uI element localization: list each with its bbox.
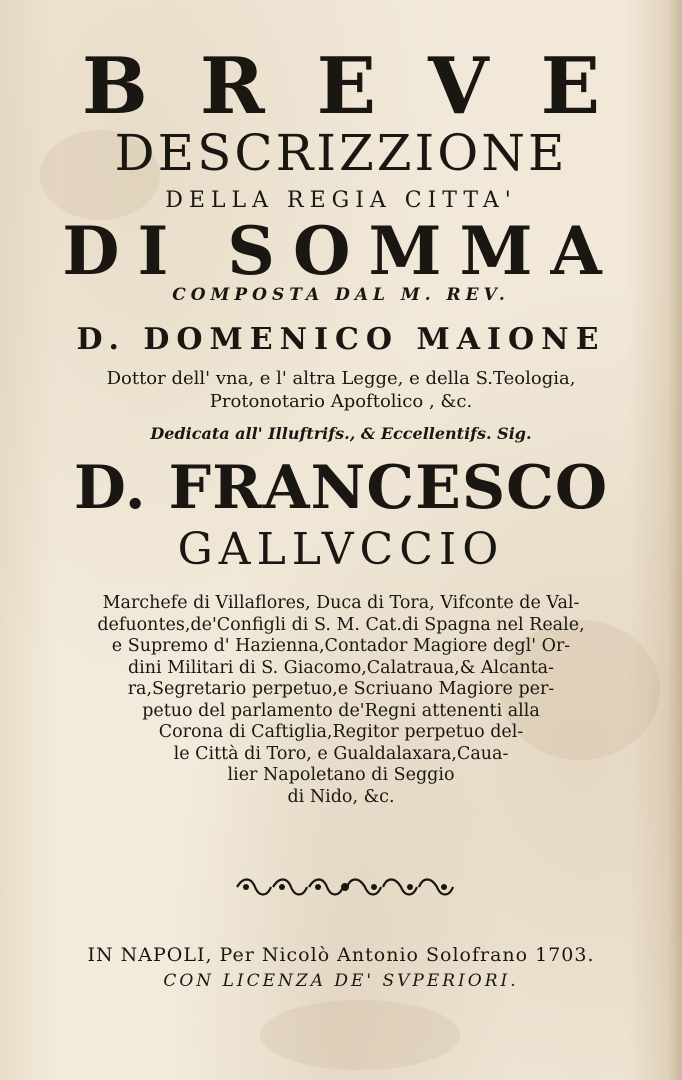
dedicatee-titles [0, 593, 682, 808]
dedicatee-surname: GALLVCCIO [177, 524, 505, 575]
body-line: defuontes,de'Configli di S. M. Cat.di Spagna nel Reale, [97, 614, 585, 635]
body-line: le Città di Toro, e Gualdalaxara,Caua- [173, 743, 509, 764]
imprint: IN NAPOLI, Per Nicolò Antonio Solofrano 1703. [87, 944, 595, 966]
title-breve: BREVE [81, 41, 653, 132]
title-descrizzione: DESCRIZZIONE [114, 124, 568, 182]
paper-stain [260, 1000, 460, 1070]
body-line: dini Militari di S. Giacomo,Calatraua,& Alcanta- [127, 657, 555, 678]
body-line: Corona di Caftiglia,Regitor perpetuo del- [158, 722, 524, 742]
body-line: ra,Segretario perpetuo,e Scriuano Magiore per- [127, 679, 555, 699]
ornament-icon [233, 874, 457, 900]
body-line: e Supremo d' Hazienna,Contador Magiore degl' Or- [111, 636, 571, 656]
license-line: CON LICENZA DE' SVPERIORI. [163, 971, 519, 991]
author-credentials-1: Dottor dell' vna, e l' altra Legge, e della S.Teologia, [106, 368, 576, 389]
body-line: Marchefe di Villaflores, Duca di Tora, Vifconte de Val- [102, 593, 580, 613]
author-intro: COMPOSTA DAL M. REV. [172, 285, 510, 305]
author-credentials-2: Protonotario Apoftolico , &c. [209, 391, 473, 412]
dedicatee-first-name: D. FRANCESCO [73, 453, 609, 523]
body-line: di Nido, &c. [287, 786, 395, 807]
title-di-somma: DI SOMMA [62, 212, 620, 290]
body-line: lier Napoletano di Seggio [227, 765, 455, 785]
dedication: Dedicata all' Illuftrifs., & Eccellentifs. Sig. [150, 424, 532, 443]
author-name: D. DOMENICO MAIONE [76, 322, 606, 357]
body-line: petuo del parlamento de'Regni attenenti alla [142, 700, 540, 721]
title-della-regia-citta: DELLA REGIA CITTA' [165, 188, 517, 213]
